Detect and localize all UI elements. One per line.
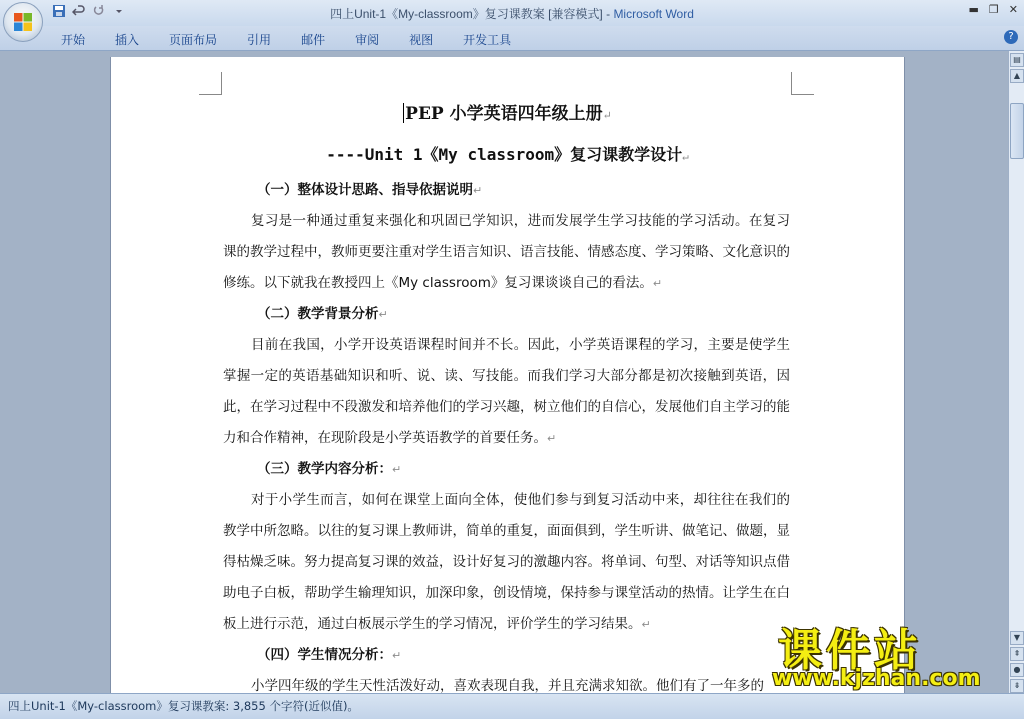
office-button[interactable] — [3, 2, 43, 42]
paragraph-mark: ↵ — [392, 463, 402, 476]
section-heading — [223, 640, 790, 671]
help-icon[interactable]: ? — [1004, 30, 1018, 44]
close-icon[interactable]: ✕ — [1008, 3, 1018, 16]
tab-mailings[interactable]: 邮件 — [301, 33, 326, 47]
document-body[interactable] — [223, 175, 790, 693]
paragraph-mark: ↵ — [473, 184, 483, 197]
section-paragraph-text: 对于小学生而言，如何在课堂上面向全体，使他们参与到复习活动中来，却往往在我们的教学中所忽略。以往的复习课上教师讲，简单的重复，面面俱到，学生听讲、做笔记、做题，显得枯燥乏味。努力提高复习课的效益，设计好复习的激趣内容。将单词、句型、对话等知识点借助电子白板，帮助学生输理知识，加深印象，创设情境，保持参与课堂活动的热情。让学生在白板上进行示范，通过白板展示学生的学习情况，评价学生的学习结果。 — [223, 492, 790, 632]
tab-review[interactable]: 审阅 — [355, 33, 380, 47]
section-paragraph — [223, 485, 790, 640]
section-heading-text: （三）教学内容分析： — [257, 461, 392, 477]
ribbon-tab-bar — [0, 26, 1024, 51]
watermark-url-text: www.kjzhan.com — [772, 666, 981, 691]
tab-view[interactable]: 视图 — [409, 33, 434, 47]
section-heading — [223, 175, 790, 206]
paragraph-mark: ↵ — [602, 109, 612, 122]
document-title-text: PEP 小学英语四年级上册 — [405, 104, 603, 124]
watermark-chinese-text: 课件站 — [778, 625, 922, 676]
next-page-icon[interactable]: ⇟ — [1010, 679, 1024, 693]
ruler-toggle-icon[interactable]: ▤ — [1010, 53, 1024, 67]
restore-icon[interactable]: ❐ — [988, 3, 999, 16]
title-bar — [0, 0, 1024, 26]
paragraph-mark: ↵ — [652, 277, 663, 290]
paragraph-mark: ↵ — [378, 308, 388, 321]
scroll-down-icon[interactable]: ▼ — [1010, 631, 1024, 645]
paragraph-mark: ↵ — [641, 618, 651, 631]
section-paragraph — [223, 330, 790, 454]
app-name: Microsoft Word — [613, 7, 694, 21]
document-page[interactable] — [110, 57, 905, 693]
tab-insert[interactable]: 插入 — [115, 33, 140, 47]
tab-home[interactable]: 开始 — [61, 33, 86, 47]
section-paragraph-text: 复习是一种通过重复来强化和巩固已学知识，进而发展学生学习技能的学习活动。在复习课的教学过程中，教师更要注重对学生语言知识、语言技能、情感态度、学习策略、文化意识的修练。以下就我在教授四上《My classroom》复习课谈谈自己的看法。 — [223, 213, 790, 291]
paragraph-mark: ↵ — [392, 649, 402, 662]
status-text: 四上Unit-1《My-classroom》复习课教案: 3,855 个字符(近似值)。 — [8, 699, 359, 713]
paragraph-mark: ↵ — [682, 150, 689, 163]
vertical-scrollbar[interactable] — [1008, 51, 1024, 693]
section-paragraph — [223, 206, 790, 299]
section-heading-text: （二）教学背景分析 — [257, 306, 379, 322]
section-heading-text: （一）整体设计思路、指导依据说明 — [257, 182, 473, 198]
document-subtitle[interactable] — [111, 142, 904, 165]
section-heading — [223, 299, 790, 330]
tab-references[interactable]: 引用 — [247, 33, 272, 47]
status-bar — [0, 693, 1024, 719]
section-paragraph — [223, 671, 790, 693]
window-title — [0, 5, 1024, 22]
tab-page-layout[interactable]: 页面布局 — [169, 33, 218, 47]
crop-mark-top-right — [791, 72, 814, 95]
document-title[interactable] — [111, 99, 904, 124]
minimize-icon[interactable]: ▬ — [968, 3, 979, 16]
crop-mark-top-left — [199, 72, 222, 95]
section-heading — [223, 454, 790, 485]
document-name: 四上Unit-1《My-classroom》复习课教案 [兼容模式] - — [330, 7, 614, 21]
site-watermark-logo — [768, 614, 1020, 690]
text-cursor — [403, 103, 404, 123]
tab-developer[interactable]: 开发工具 — [463, 33, 512, 47]
section-paragraph-text: 目前在我国，小学开设英语课程时间并不长。因此，小学英语课程的学习，主要是使学生掌握一定的英语基础知识和听、说、读、写技能。而我们学习大部分都是初次接触到英语，因此，在学习过程中不段激发和培养他们的学习兴趣，树立他们的自信心，发展他们自主学习的能力和合作精神，在现阶段是小学英语教学的首要任务。 — [223, 337, 790, 446]
section-paragraph-text: 小学四年级的学生天性活泼好动，喜欢表现自我，并且充满求知欲。他们有了一年多的 — [251, 678, 764, 693]
scroll-thumb[interactable] — [1010, 103, 1024, 159]
document-subtitle-text: ----Unit 1《My classroom》复习课教学设计 — [326, 145, 683, 164]
select-browse-object-icon[interactable]: ● — [1010, 663, 1024, 677]
document-workspace — [0, 51, 1008, 693]
office-logo-icon — [13, 12, 33, 32]
paragraph-mark: ↵ — [547, 432, 557, 445]
previous-page-icon[interactable]: ⇞ — [1010, 647, 1024, 661]
scroll-up-icon[interactable]: ▲ — [1010, 69, 1024, 83]
window-controls — [969, 3, 1019, 16]
section-heading-text: （四）学生情况分析： — [257, 647, 392, 663]
